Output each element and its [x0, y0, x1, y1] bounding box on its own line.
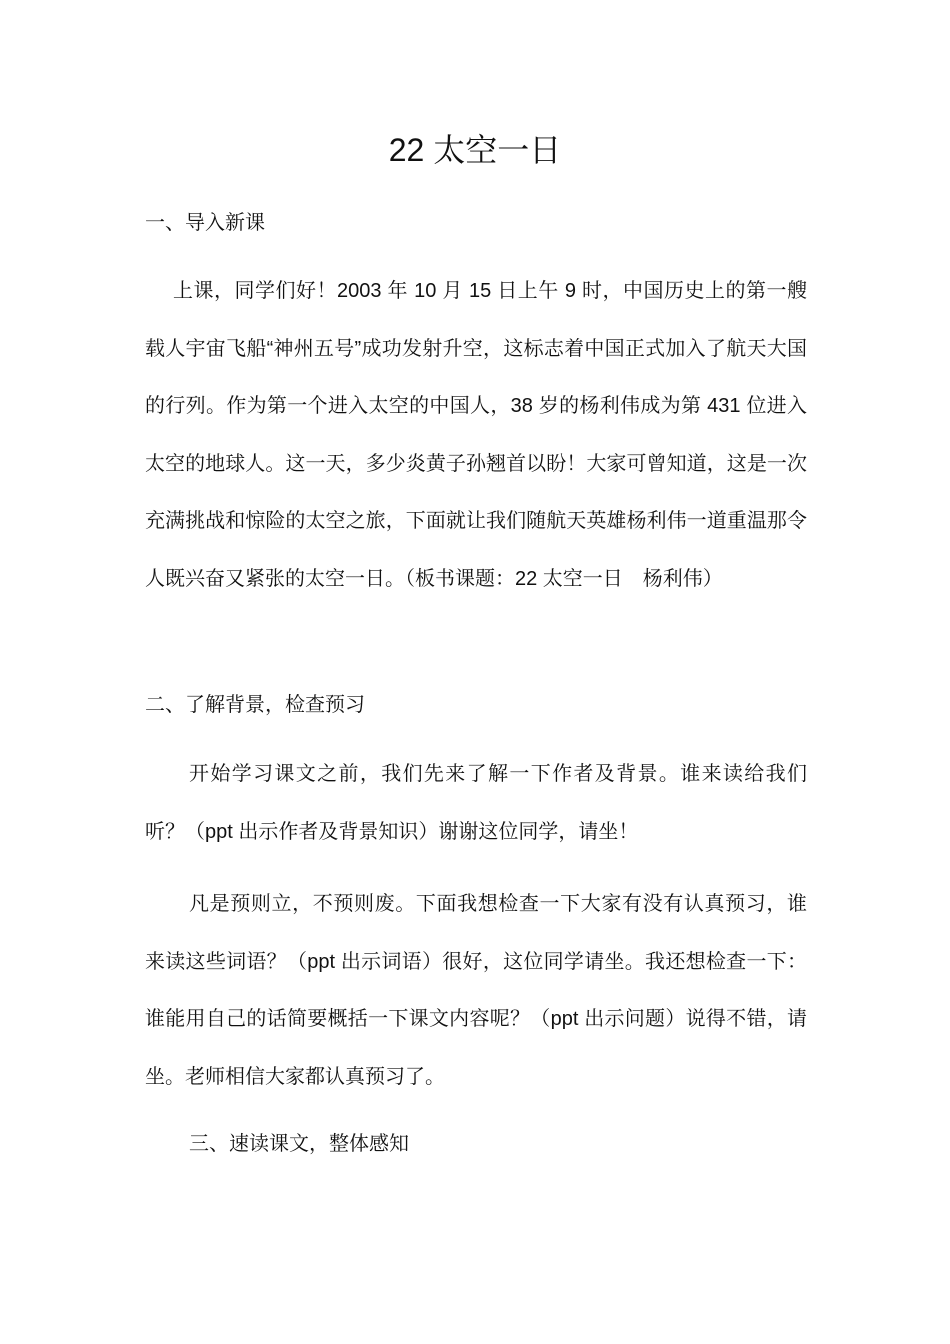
paragraph-background: 开始学习课文之前，我们先来了解一下作者及背景。谁来读给我们听？（ppt 出示作者及背景知识）谢谢这位同学，请坐！ [145, 763, 807, 843]
paragraph-intro: 上课，同学们好！2003 年 10 月 15 日上午 9 时，中国历史上的第一艘载人宇宙飞船“神州五号”成功发射升空，这标志着中国正式加入了航天大国的行列。作为第一个进入太空的中国人，38 岁的杨利伟成为第 431 位进入太空的地球人。这一天，多少炎黄子孙翘首以盼！大家可曾知道，这是一次充满挑战和惊险的太空之旅，下面就让我们随航天英雄杨利伟一道重温那令人既兴奋又紧张的太空一日。（板书课题：22 太空一日 杨利伟） [145, 280, 807, 590]
section-heading-1: 一、导入新课 [145, 212, 265, 234]
section-heading-3: 三、速读课文，整体感知 [189, 1133, 409, 1155]
section-heading-2: 二、了解背景，检查预习 [145, 694, 365, 716]
paragraph-preview-check: 凡是预则立，不预则废。下面我想检查一下大家有没有认真预习，谁来读这些词语？（ppt 出示词语）很好，这位同学请坐。我还想检查一下：谁能用自己的话简要概括一下课文内容呢？（ppt 出示问题）说得不错，请坐。老师相信大家都认真预习了。 [145, 893, 807, 1088]
document-title: 22 太空一日 [388, 132, 562, 168]
